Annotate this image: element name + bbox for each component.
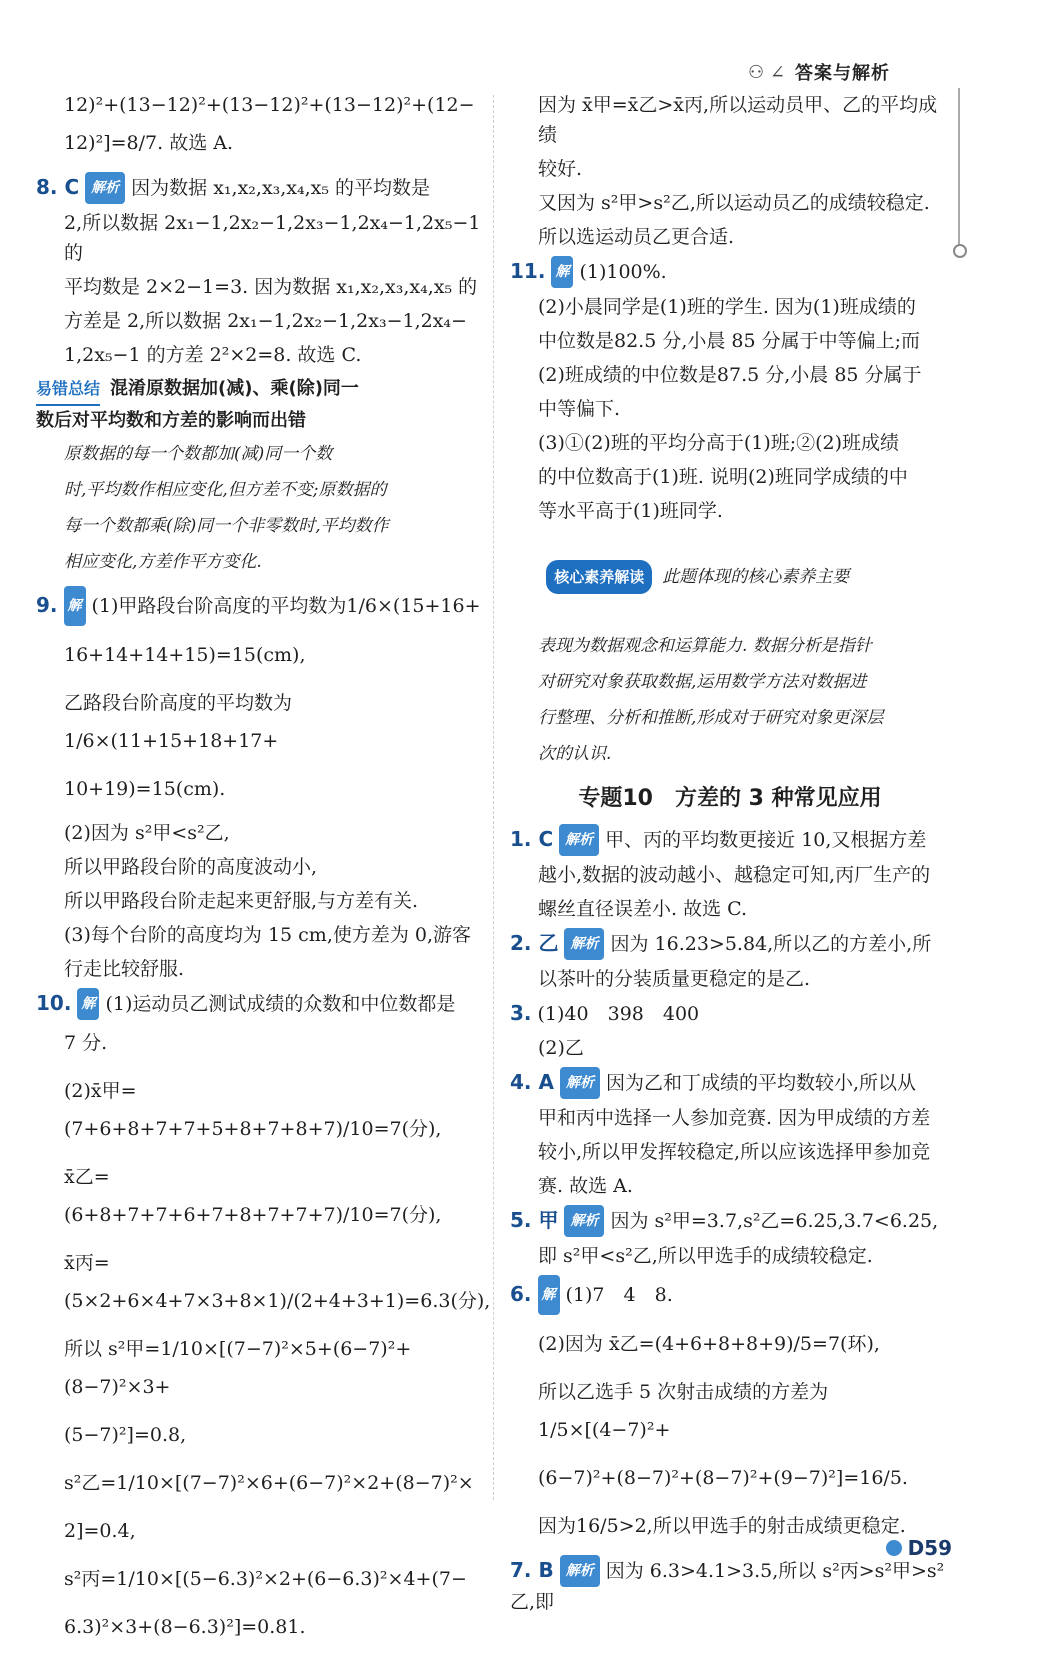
answer-line (36, 306, 486, 336)
analysis-tag: 解 (64, 586, 86, 626)
answer-text: (1)7 4 8. (565, 1284, 673, 1306)
answer-line (510, 1067, 950, 1099)
question-number: 4. A (510, 1070, 554, 1094)
answer-line (510, 860, 950, 890)
answer-line (36, 272, 486, 302)
question-number: 1. C (510, 827, 554, 851)
tip-heading-line2: 数后对平均数和方差的影响而出错 (36, 410, 306, 431)
answer-text: x̄丙=(5×2+6×4+7×3+8×1)/(2+4+3+1)=6.3(分), (64, 1252, 491, 1312)
answer-line (36, 920, 486, 950)
answer-line (36, 1244, 491, 1320)
analysis-tag: 解 (538, 1275, 560, 1315)
answer-text: 所以 s²甲=1/10×[(7−7)²×5+(6−7)²+(8−7)²×3+ (64, 1338, 412, 1398)
question-number: 2. 乙 (510, 931, 559, 955)
answer-text: s²丙=1/10×[(5−6.3)²×2+(6−6.3)²×4+(7− (64, 1568, 467, 1590)
answer-line (36, 818, 486, 848)
tip-box (36, 374, 486, 580)
answer-line (36, 684, 486, 760)
tip-body (36, 436, 486, 580)
answer-text: (1)甲路段台阶高度的平均数为1/6×(15+16+ (91, 595, 481, 617)
answer-line (36, 208, 486, 268)
answer-text: 因为 x̄甲=x̄乙>x̄丙,所以运动员甲、乙的平均成绩 (538, 94, 938, 146)
answer-text: 较小,所以甲发挥较稳定,所以应该选择甲参加竞 (538, 1141, 931, 1163)
answer-line (510, 928, 950, 960)
answer-line (510, 1241, 950, 1271)
answer-line (36, 1416, 486, 1454)
answer-line (36, 586, 486, 626)
answer-text: 较好. (538, 158, 583, 180)
answer-line (36, 1608, 486, 1646)
answer-line (36, 172, 486, 204)
answer-line (510, 222, 950, 252)
page-header (748, 58, 938, 86)
answer-line (510, 292, 950, 322)
analysis-tag: 解析 (560, 1067, 600, 1099)
answer-text: 又因为 s²甲>s²乙,所以运动员乙的成绩较稳定. (538, 192, 930, 214)
side-rule (958, 88, 960, 248)
answer-text: 因为16/5>2,所以甲选手的射击成绩更稳定. (538, 1515, 906, 1537)
answer-text: (6−7)²+(8−7)²+(8−7)²+(9−7)²]=16/5. (538, 1467, 908, 1489)
answer-text: x̄乙=(6+8+7+7+6+7+8+7+7+7)/10=7(分), (64, 1166, 442, 1226)
answer-line (36, 1158, 486, 1234)
analysis-tag: 解析 (564, 928, 604, 960)
answer-text: 2,所以数据 2x₁−1,2x₂−1,2x₃−1,2x₄−1,2x₅−1 的 (64, 212, 487, 264)
answer-line (510, 394, 950, 424)
note-line: 时,平均数作相应变化,但方差不变;原数据的 (64, 480, 387, 500)
tip-badge: 易错总结 (36, 374, 100, 406)
answer-line (510, 824, 950, 856)
answer-line (36, 636, 486, 674)
answer-text: 10+19)=15(cm). (64, 778, 226, 800)
left-column (36, 90, 491, 1656)
answer-text: 等水平高于(1)班同学. (538, 500, 723, 522)
answer-line (510, 1459, 950, 1497)
answer-line (510, 154, 950, 184)
answer-text: 甲和丙中选择一人参加竞赛. 因为甲成绩的方差 (538, 1107, 931, 1129)
analysis-tag: 解 (77, 988, 99, 1020)
answer-text: s²乙=1/10×[(7−7)²×6+(6−7)²×2+(8−7)²× (64, 1472, 474, 1494)
answer-text: 因为乙和丁成绩的平均数较小,所以从 (605, 1072, 917, 1094)
right-answers-part1 (510, 90, 950, 526)
answer-line (510, 90, 950, 150)
answer-text: (1)运动员乙测试成绩的众数和中位数都是 (105, 993, 456, 1015)
answer-text: 中位数是82.5 分,小晨 85 分属于中等偏上;而 (538, 330, 921, 352)
answer-line (510, 1137, 950, 1167)
answer-text: 因为 6.3>4.1>3.5,所以 s²丙>s²甲>s²乙,即 (510, 1560, 945, 1613)
answer-text: (3)①(2)班的平均分高于(1)班;②(2)班成绩 (538, 432, 900, 454)
answer-line (510, 1275, 950, 1315)
analysis-tag: 解析 (564, 1205, 604, 1237)
answer-text: 甲、丙的平均数更接近 10,又根据方差 (605, 829, 927, 851)
answer-text: 所以甲路段台阶走起来更舒服,与方差有关. (64, 890, 419, 912)
core-body (510, 628, 950, 772)
analysis-tag: 解析 (560, 1555, 600, 1587)
answer-line (36, 90, 486, 120)
answer-line (36, 1330, 486, 1406)
answer-line (510, 1033, 950, 1063)
left-answers-part2 (36, 586, 491, 1646)
page-dot-icon (886, 1540, 902, 1556)
answer-text: 所以乙选手 5 次射击成绩的方差为1/5×[(4−7)²+ (538, 1381, 829, 1441)
core-first-text: 此题体现的核心素养主要 (662, 567, 850, 587)
answer-line (36, 852, 486, 882)
core-badge: 核心素养解读 (546, 560, 652, 594)
answer-line (36, 1024, 486, 1062)
answer-line (510, 1103, 950, 1133)
answer-line (36, 770, 486, 808)
analysis-tag: 解析 (559, 824, 599, 856)
answer-text: 的中位数高于(1)班. 说明(2)班同学成绩的中 (538, 466, 908, 488)
answer-text: 因为 16.23>5.84,所以乙的方差小,所 (610, 933, 932, 955)
answer-text: (2)乙 (538, 1037, 584, 1059)
answer-text: 所以甲路段台阶的高度波动小, (64, 856, 318, 878)
column-divider (493, 95, 494, 1500)
answer-line (510, 964, 950, 994)
core-first-line (510, 530, 950, 624)
answer-text: (2)班成绩的中位数是87.5 分,小晨 85 分属于 (538, 364, 922, 386)
answer-line (510, 1555, 950, 1617)
answer-line (510, 1373, 950, 1449)
note-line: 每一个数都乘(除)同一个非零数时,平均数作 (64, 516, 389, 536)
question-number: 3. (510, 1001, 532, 1025)
question-number: 8. C (36, 175, 80, 199)
right-column (510, 90, 950, 1621)
section-title: 专题10 方差的 3 种常见应用 (578, 786, 882, 811)
answer-text: (1)40 398 400 (537, 1003, 700, 1025)
header-title: 答案与解析 (794, 63, 890, 84)
answer-text: 因为数据 x₁,x₂,x₃,x₄,x₅ 的平均数是 (131, 177, 431, 199)
answer-text: 即 s²甲<s²乙,所以甲选手的成绩较稳定. (538, 1245, 873, 1267)
note-line: 表现为数据观念和运算能力. 数据分析是指针 (538, 636, 872, 656)
question-number: 6. (510, 1282, 532, 1306)
answer-text: 7 分. (64, 1032, 108, 1054)
page-footer (886, 1536, 952, 1560)
answer-text: 12)²+(13−12)²+(13−12)²+(13−12)²+(12− (64, 94, 475, 116)
answer-line (510, 894, 950, 924)
answer-text: 12)²]=8/7. 故选 A. (64, 132, 233, 154)
answer-line (510, 496, 950, 526)
page-number: D59 (907, 1536, 952, 1560)
answer-text: 2]=0.4, (64, 1520, 136, 1542)
answer-text: (2)因为 s²甲<s²乙, (64, 822, 230, 844)
answer-text: (3)每个台阶的高度均为 15 cm,使方差为 0,游客 (64, 924, 472, 946)
answer-line (510, 256, 950, 288)
answer-text: 1,2x₅−1 的方差 2²×2=8. 故选 C. (64, 344, 362, 366)
answer-text: 所以选运动员乙更合适. (538, 226, 735, 248)
answer-text: 乙路段台阶高度的平均数为1/6×(11+15+18+17+ (64, 692, 293, 752)
core-literacy-box (510, 530, 950, 772)
side-dot-icon (953, 244, 967, 258)
answer-text: 螺丝直径误差小. 故选 C. (538, 898, 748, 920)
answer-text: 行走比较舒服. (64, 958, 185, 980)
answer-text: 以茶叶的分装质量更稳定的是乙. (538, 968, 811, 990)
answer-line (510, 462, 950, 492)
note-line: 行整理、分析和推断,形成对于研究对象更深层 (538, 708, 884, 728)
answer-line (36, 1560, 486, 1598)
answer-line (36, 124, 486, 162)
answer-text: 平均数是 2×2−1=3. 因为数据 x₁,x₂,x₃,x₄,x₅ 的 (64, 276, 478, 298)
answer-line (36, 954, 486, 984)
answer-text: (2)x̄甲=(7+6+8+7+7+5+8+7+8+7)/10=7(分), (64, 1080, 442, 1140)
answer-line (510, 188, 950, 218)
answer-text: (1)100%. (579, 261, 667, 283)
answer-line (36, 886, 486, 916)
answer-text: 16+14+14+15)=15(cm), (64, 644, 306, 666)
answer-text: 因为 s²甲=3.7,s²乙=6.25,3.7<6.25, (610, 1210, 939, 1232)
question-number: 11. (510, 259, 546, 283)
tip-heading-line1: 混淆原数据加(减)、乘(除)同一 (110, 378, 359, 399)
question-number: 5. 甲 (510, 1208, 559, 1232)
note-line: 对研究对象获取数据,运用数学方法对数据进 (538, 672, 867, 692)
answer-line (36, 1512, 486, 1550)
answer-line (510, 360, 950, 390)
answer-text: 赛. 故选 A. (538, 1175, 633, 1197)
answer-line (36, 1464, 486, 1502)
left-answers-part1 (36, 90, 486, 370)
answer-text: 越小,数据的波动越小、越稳定可知,丙厂生产的 (538, 864, 931, 886)
answer-line (510, 1171, 950, 1201)
answer-text: (5−7)²]=0.8, (64, 1424, 187, 1446)
answer-line (36, 988, 486, 1020)
note-line: 相应变化,方差作平方变化. (64, 552, 262, 572)
question-number: 7. B (510, 1558, 554, 1582)
answer-text: 方差是 2,所以数据 2x₁−1,2x₂−1,2x₃−1,2x₄− (64, 310, 467, 332)
answer-text: (2)因为 x̄乙=(4+6+8+8+9)/5=7(环), (538, 1333, 880, 1355)
answer-line (36, 340, 486, 370)
answer-line (510, 1205, 950, 1237)
question-number: 10. (36, 991, 72, 1015)
answer-line (510, 1325, 950, 1363)
answer-text: (2)小晨同学是(1)班的学生. 因为(1)班成绩的 (538, 296, 916, 318)
note-line: 原数据的每一个数都加(减)同一个数 (64, 444, 333, 464)
answer-line (510, 998, 950, 1029)
header-decoration-icon: ⚇ ∠ (748, 61, 785, 83)
answer-text: 中等偏下. (538, 398, 621, 420)
answer-line (510, 326, 950, 356)
tip-heading (36, 374, 486, 406)
answer-line (510, 1507, 950, 1545)
analysis-tag: 解析 (85, 172, 125, 204)
answer-text: 6.3)²×3+(8−6.3)²]=0.81. (64, 1616, 306, 1638)
analysis-tag: 解 (551, 256, 573, 288)
question-number: 9. (36, 593, 58, 617)
right-answers-part2 (510, 824, 950, 1617)
answer-line (36, 1072, 486, 1148)
note-line: 次的认识. (538, 744, 612, 764)
answer-line (510, 428, 950, 458)
